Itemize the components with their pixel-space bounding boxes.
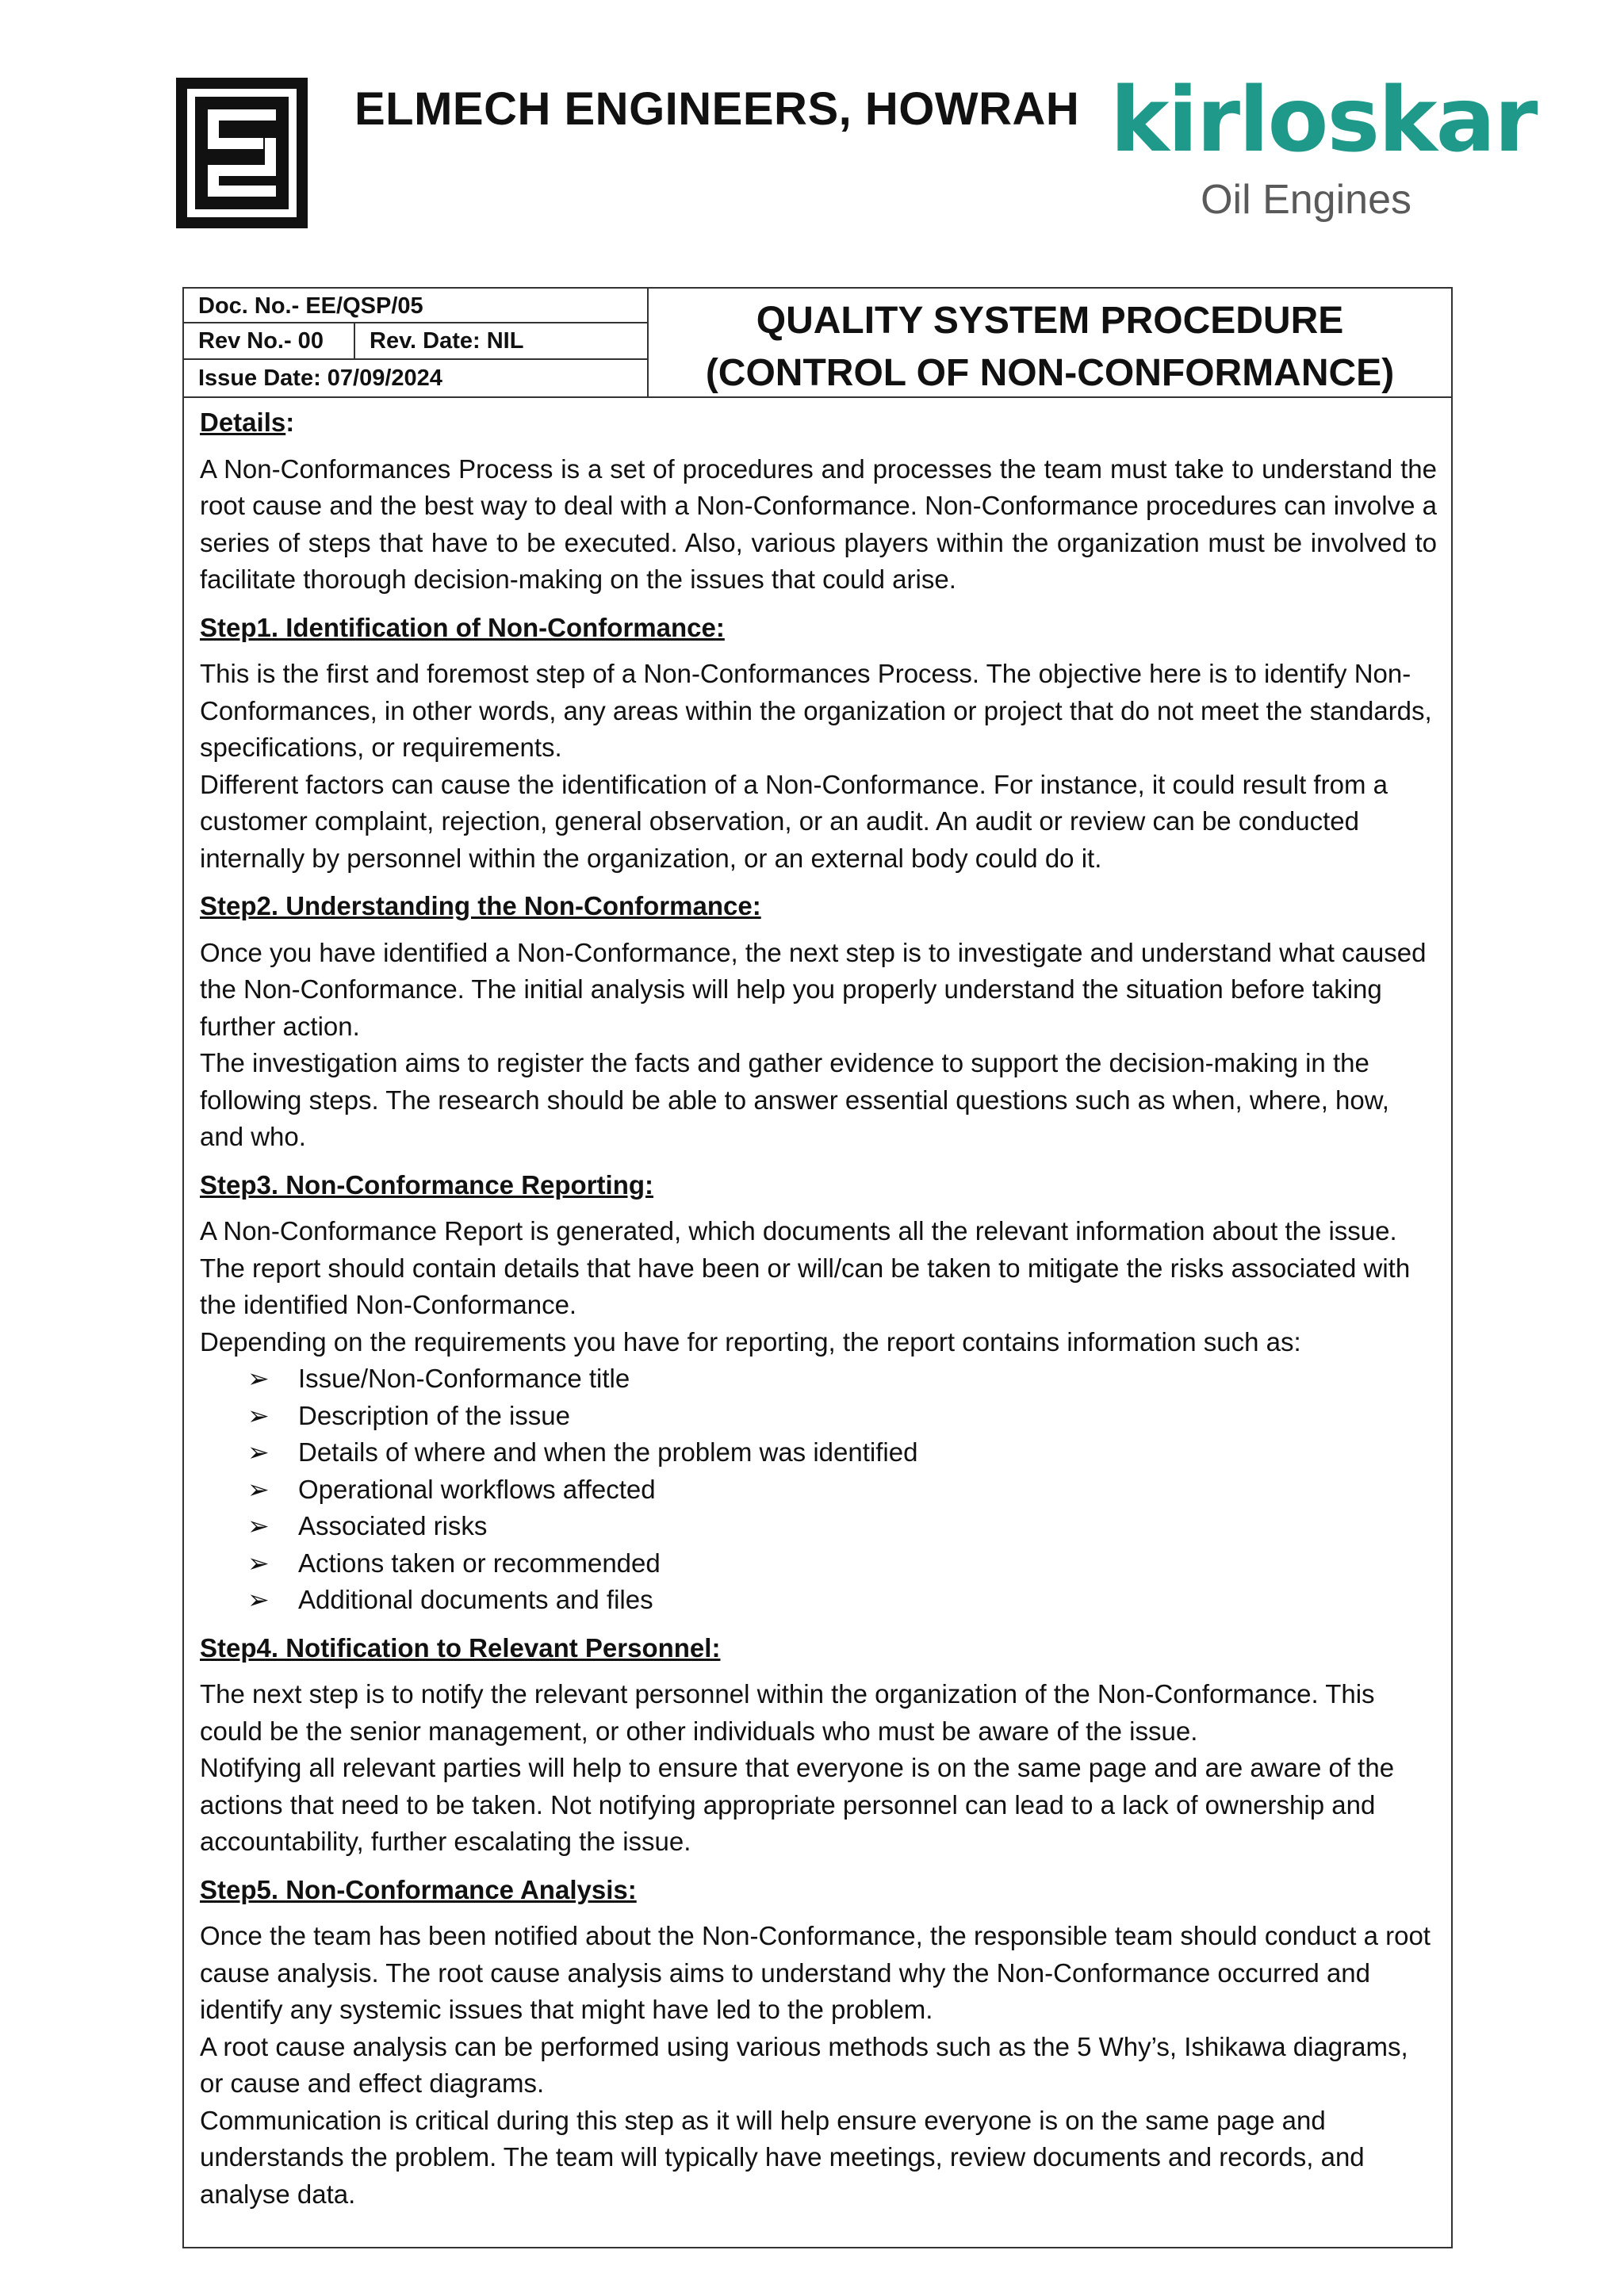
list-item: ➢ Issue/Non-Conformance title bbox=[247, 1360, 1437, 1398]
step4-heading: Step4. Notification to Relevant Personnel: bbox=[200, 1632, 721, 1663]
revision-date: Rev. Date: NIL bbox=[354, 323, 523, 360]
list-item: ➢ Associated risks bbox=[247, 1508, 1437, 1545]
step5-paragraph-3: Communication is critical during this step as it will help ensure everyone is on the same page and understands the problem. The team will typically have meetings, review documents and records, and analyse data. bbox=[200, 2105, 1365, 2209]
brand-subtitle: Oil Engines bbox=[1201, 177, 1411, 223]
list-item: ➢ Actions taken or recommended bbox=[247, 1545, 1437, 1582]
procedure-title bbox=[647, 295, 1453, 400]
kirloskar-logo bbox=[1110, 69, 1537, 235]
procedure-title-line1: QUALITY SYSTEM PROCEDURE bbox=[756, 300, 1344, 342]
step1-paragraph-2: Different factors can cause the identification of a Non-Conformance. For instance, it could result from a customer complaint, rejection, general observation, or an audit. An audit or review can be conducted internally by personnel within the organization, or an external body could do it. bbox=[200, 769, 1388, 873]
document-body bbox=[200, 404, 1437, 2213]
procedure-title-line2: (CONTROL OF NON-CONFORMANCE) bbox=[705, 352, 1395, 394]
document-frame bbox=[182, 287, 1453, 2248]
arrow-bullet-icon: ➢ bbox=[247, 1474, 270, 1504]
report-contents-list bbox=[200, 1360, 1437, 1619]
document-header-table bbox=[184, 289, 1451, 398]
list-item: ➢ Additional documents and files bbox=[247, 1582, 1437, 1619]
step2-paragraph-1: Once you have identified a Non-Conformance, the next step is to investigate and understand what caused the Non-Conformance. The initial analysis will help you properly understand the situation before taking further action. bbox=[200, 937, 1427, 1041]
list-item: ➢ Description of the issue bbox=[247, 1398, 1437, 1435]
arrow-bullet-icon: ➢ bbox=[247, 1511, 270, 1540]
details-heading-colon: : bbox=[285, 408, 295, 437]
details-paragraph: A Non-Conformances Process is a set of procedures and processes the team must take to understand the root cause and the best way to deal with a Non-Conformance. Non-Conformance procedures can involve a series of steps that have to be executed. Also, various players within the organization must be involved to facilitate thorough decision-making on the issues that could arise. bbox=[200, 453, 1437, 594]
doc-number: Doc. No.- EE/QSP/05 bbox=[184, 289, 647, 323]
step1-paragraph-1: This is the first and foremost step of a Non-Conformances Process. The objective here is to identify Non-Conformances, in other words, any areas within the organization or project that do not meet the standards, specifications, or requirements. bbox=[200, 659, 1432, 762]
step2-heading: Step2. Understanding the Non-Conformance: bbox=[200, 891, 761, 920]
step3-paragraph-1: A Non-Conformance Report is generated, which documents all the relevant information about the issue. The report should contain details that have been or will/can be taken to mitigate the risks associated with the identified Non-Conformance. bbox=[200, 1216, 1411, 1319]
arrow-bullet-icon: ➢ bbox=[247, 1585, 270, 1614]
arrow-bullet-icon: ➢ bbox=[247, 1400, 270, 1430]
step1-heading: Step1. Identification of Non-Conformance: bbox=[200, 612, 725, 642]
arrow-bullet-icon: ➢ bbox=[247, 1548, 270, 1578]
step4-paragraph-1: The next step is to notify the relevant personnel within the organization of the Non-Conformance. This could be the senior management, or other individuals who must be aware of the issue. bbox=[200, 1679, 1375, 1746]
revision-number: Rev No.- 00 bbox=[198, 328, 324, 354]
step5-paragraph-2: A root cause analysis can be performed using various methods such as the 5 Why’s, Ishikawa diagrams, or cause and effect diagrams. bbox=[200, 2031, 1408, 2098]
arrow-bullet-icon: ➢ bbox=[247, 1364, 270, 1393]
list-item: ➢ Details of where and when the problem was identified bbox=[247, 1434, 1437, 1471]
step4-paragraph-2: Notifying all relevant parties will help to ensure that everyone is on the same page and are aware of the actions that need to be taken. Not notifying appropriate personnel can lead to a lack of ownership and accountability, further escalating the issue. bbox=[200, 1753, 1395, 1856]
step3-heading: Step3. Non-Conformance Reporting: bbox=[200, 1169, 654, 1200]
arrow-bullet-icon: ➢ bbox=[247, 1437, 270, 1467]
document-meta bbox=[184, 289, 649, 396]
details-heading: Details bbox=[200, 408, 286, 437]
company-name: ELMECH ENGINEERS, HOWRAH bbox=[354, 83, 1080, 135]
step2-paragraph-2: The investigation aims to register the facts and gather evidence to support the decision-making in the following steps. The research should be able to answer essential questions such as when, where, how, and who. bbox=[200, 1048, 1389, 1151]
step3-paragraph-2: Depending on the requirements you have for reporting, the report contains information such as: bbox=[200, 1326, 1301, 1357]
issue-date: Issue Date: 07/09/2024 bbox=[198, 365, 442, 391]
elmech-logo bbox=[176, 78, 308, 228]
step5-paragraph-1: Once the team has been notified about the Non-Conformance, the responsible team should conduct a root cause analysis. The root cause analysis aims to understand why the Non-Conformance occurred and identify any systemic issues that might have led to the problem. bbox=[200, 1921, 1431, 2024]
step5-heading: Step5. Non-Conformance Analysis: bbox=[200, 1874, 637, 1904]
revision-row bbox=[184, 323, 647, 360]
list-item: ➢ Operational workflows affected bbox=[247, 1471, 1437, 1509]
brand-wordmark: kirloskar bbox=[1110, 69, 1537, 172]
details-heading-row bbox=[200, 404, 1437, 442]
